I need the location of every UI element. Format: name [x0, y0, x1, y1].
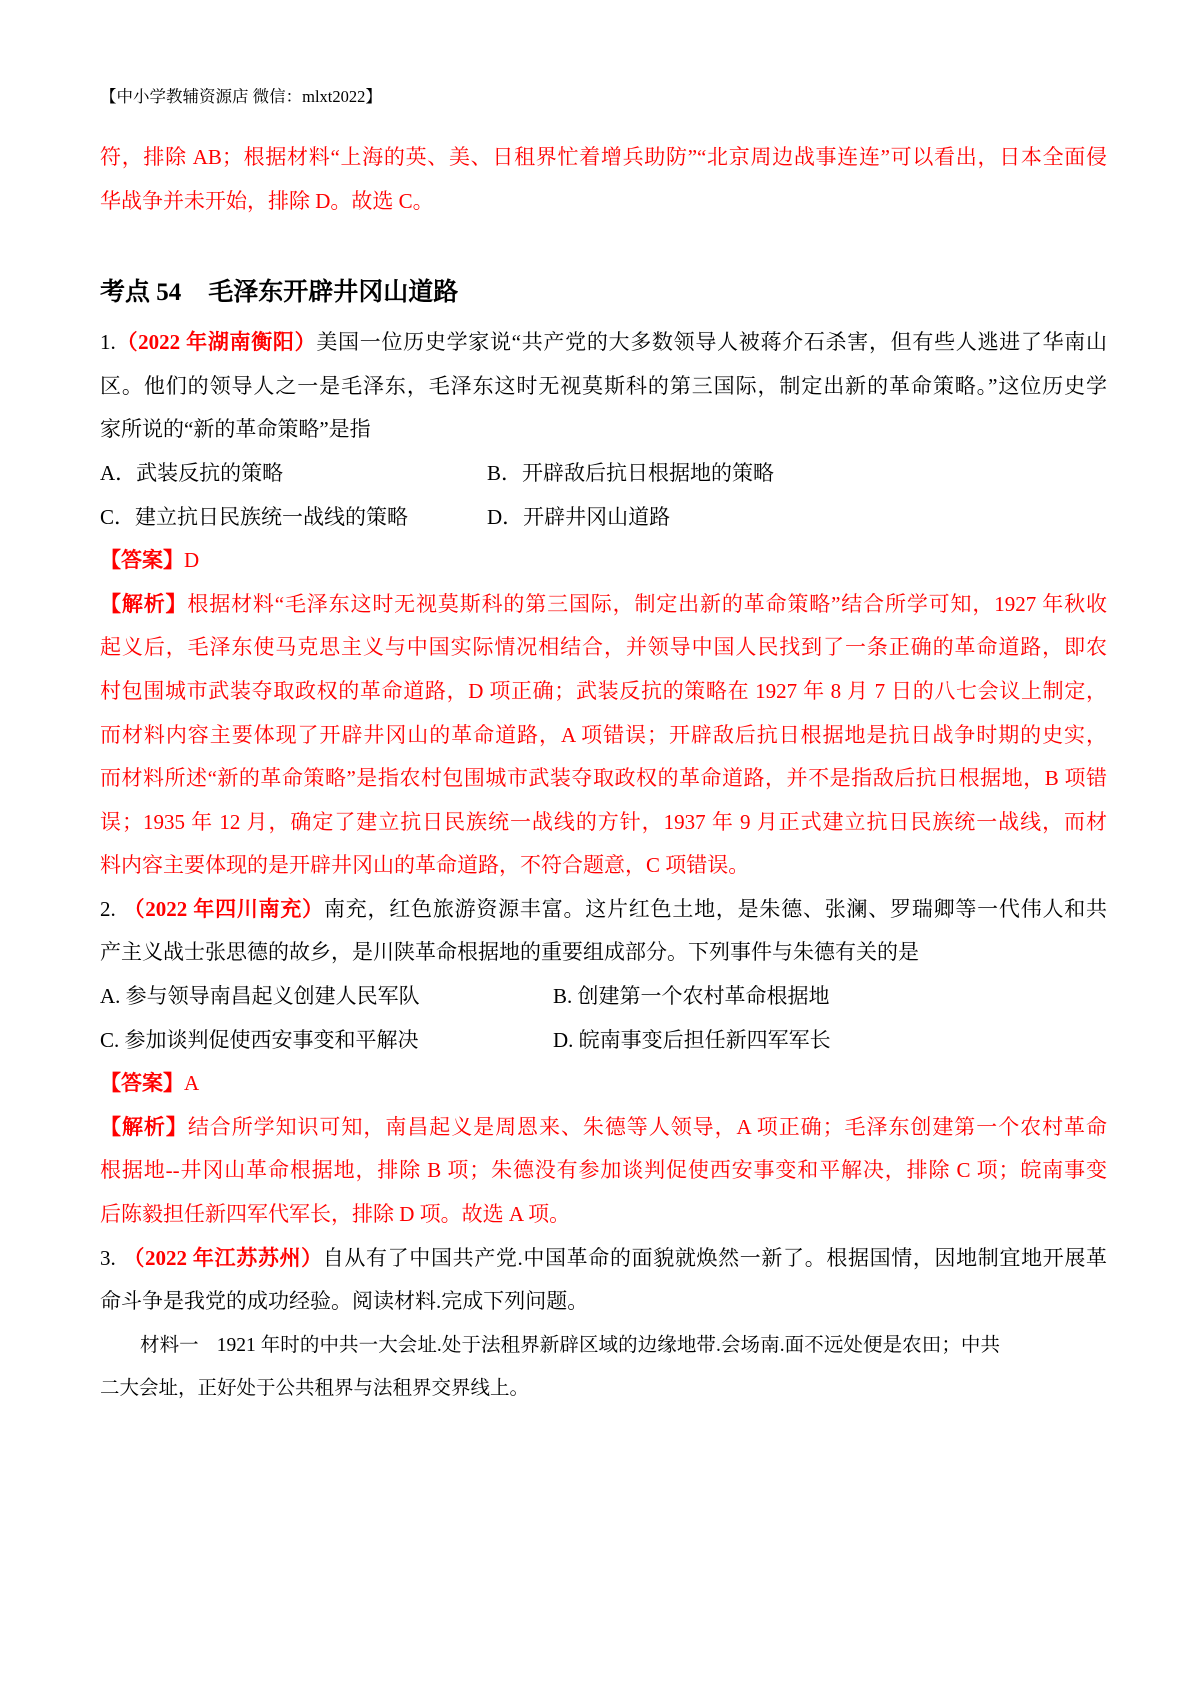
- analysis-text: 结合所学知识可知，南昌起义是周恩来、朱德等人领导，A 项正确；毛泽东创建第一个农村革命: [187, 1114, 1107, 1139]
- options-row: [100, 975, 1107, 1019]
- option-b: B．开辟敌后抗日根据地的策略: [487, 460, 775, 485]
- question-source: （2022 年四川南充）: [122, 896, 324, 921]
- option-c: C. 参加谈判促使西安事变和平解决: [100, 1027, 419, 1052]
- analysis-text: 根据材料“毛泽东这时无视莫斯科的第三国际，制定出新的革命策略”结合所学可知，1927 年秋收: [187, 591, 1107, 616]
- analysis-line: 后陈毅担任新四军代军长，排除 D 项。故选 A 项。: [100, 1202, 571, 1227]
- question-number: 1.: [100, 330, 116, 355]
- question-stem-text: 自从有了中国共产党.中国革命的面貌就焕然一新了。根据国情，因地制宜地开展革: [322, 1245, 1107, 1270]
- question-2: [100, 888, 1107, 1237]
- question-1: [100, 321, 1107, 888]
- question-source: （2022 年江苏苏州）: [122, 1245, 323, 1270]
- page-content: [100, 136, 1107, 1411]
- question-stem-line: [100, 888, 1107, 932]
- analysis-line: 根据地--井冈山革命根据地，排除 B 项；朱德没有参加谈判促使西安事变和平解决，排除 C 项；皖南事变: [100, 1158, 1107, 1183]
- section-heading: [100, 268, 1107, 321]
- analysis-line: [100, 583, 1107, 627]
- section-label: 考点 54: [100, 278, 182, 306]
- section-title: 毛泽东开辟井冈山道路: [208, 278, 459, 306]
- analysis-label: 【解析】: [100, 591, 188, 616]
- options-row: [100, 1019, 1107, 1063]
- analysis-line: 误；1935 年 12 月，确定了建立抗日民族统一战线的方针，1937 年 9 月正式建立抗日民族统一战线，而材: [100, 809, 1107, 834]
- watermark-header: 【中小学教辅资源店 微信：mlxt2022】: [100, 87, 382, 106]
- option-a: A．武装反抗的策略: [100, 460, 284, 485]
- option-b: B. 创建第一个农村革命根据地: [553, 984, 830, 1009]
- question-number: 2.: [100, 896, 116, 921]
- analysis-line: 而材料所述“新的革命策略”是指农村包围城市武装夺取政权的革命道路，并不是指敌后抗日根据地，B 项错: [100, 766, 1107, 791]
- analysis-line: 起义后，毛泽东使马克思主义与中国实际情况相结合，并领导中国人民找到了一条正确的革命道路，即农: [100, 635, 1107, 660]
- material-line: 二大会址，正好处于公共租界与法租界交界线上。: [100, 1378, 530, 1400]
- material-block: [100, 1324, 1107, 1411]
- question-stem-line: 命斗争是我党的成功经验。阅读材料.完成下列问题。: [100, 1289, 589, 1314]
- options-row: [100, 452, 1107, 496]
- option-a: A. 参与领导南昌起义创建人民军队: [100, 984, 420, 1009]
- option-c: C．建立抗日民族统一战线的策略: [100, 504, 409, 529]
- answer-label: 【答案】: [100, 548, 184, 573]
- question-stem-line: 产主义战士张思德的故乡，是川陕革命根据地的重要组成部分。下列事件与朱德有关的是: [100, 940, 919, 965]
- answer-line: [100, 539, 1107, 583]
- question-number: 3.: [100, 1245, 116, 1270]
- question-stem-text: 美国一位历史学家说“共产党的大多数领导人被蒋介石杀害，但有些人逃进了华南山: [316, 330, 1107, 355]
- analysis-line: 村包围城市武装夺取政权的革命道路，D 项正确；武装反抗的策略在 1927 年 8 月 7 日的八七会议上制定，: [100, 678, 1107, 703]
- answer-value: D: [184, 548, 200, 573]
- question-stem-line: [100, 321, 1107, 365]
- analysis-line: [100, 1106, 1107, 1150]
- option-d: D. 皖南事变后担任新四军军长: [553, 1027, 831, 1052]
- analysis-label: 【解析】: [100, 1114, 188, 1139]
- question-stem-text: 南充，红色旅游资源丰富。这片红色土地，是朱德、张澜、罗瑞卿等一代伟人和共: [323, 896, 1107, 921]
- previous-analysis-line: 华战争并未开始，排除 D。故选 C。: [100, 188, 434, 213]
- answer-line: [100, 1062, 1107, 1106]
- question-stem-line: 家所说的“新的革命策略”是指: [100, 417, 371, 442]
- options-row: [100, 496, 1107, 540]
- material-line: [100, 1324, 1000, 1368]
- question-source: （2022 年湖南衡阳）: [115, 330, 317, 355]
- analysis-line: 料内容主要体现的是开辟井冈山的革命道路，不符合题意，C 项错误。: [100, 853, 750, 878]
- question-stem-line: 区。他们的领导人之一是毛泽东，毛泽东这时无视莫斯科的第三国际，制定出新的革命策略。”这位历史学: [100, 373, 1107, 398]
- analysis-line: 而材料内容主要体现了开辟井冈山的革命道路，A 项错误；开辟敌后抗日根据地是抗日战争时期的史实，: [100, 722, 1107, 747]
- question-stem-line: [100, 1237, 1107, 1281]
- answer-value: A: [184, 1071, 200, 1096]
- answer-label: 【答案】: [100, 1071, 184, 1096]
- option-d: D．开辟井冈山道路: [487, 504, 671, 529]
- question-3: [100, 1237, 1107, 1411]
- material-label: 材料一: [140, 1334, 199, 1356]
- material-text: 1921 年时的中共一大会址.处于法租界新辟区域的边缘地带.会场南.面不远处便是农田；中共: [216, 1334, 1000, 1356]
- previous-analysis-line: 符，排除 AB；根据材料“上海的英、美、日租界忙着增兵助防”“北京周边战事连连”可以看出，日本全面侵: [100, 145, 1107, 170]
